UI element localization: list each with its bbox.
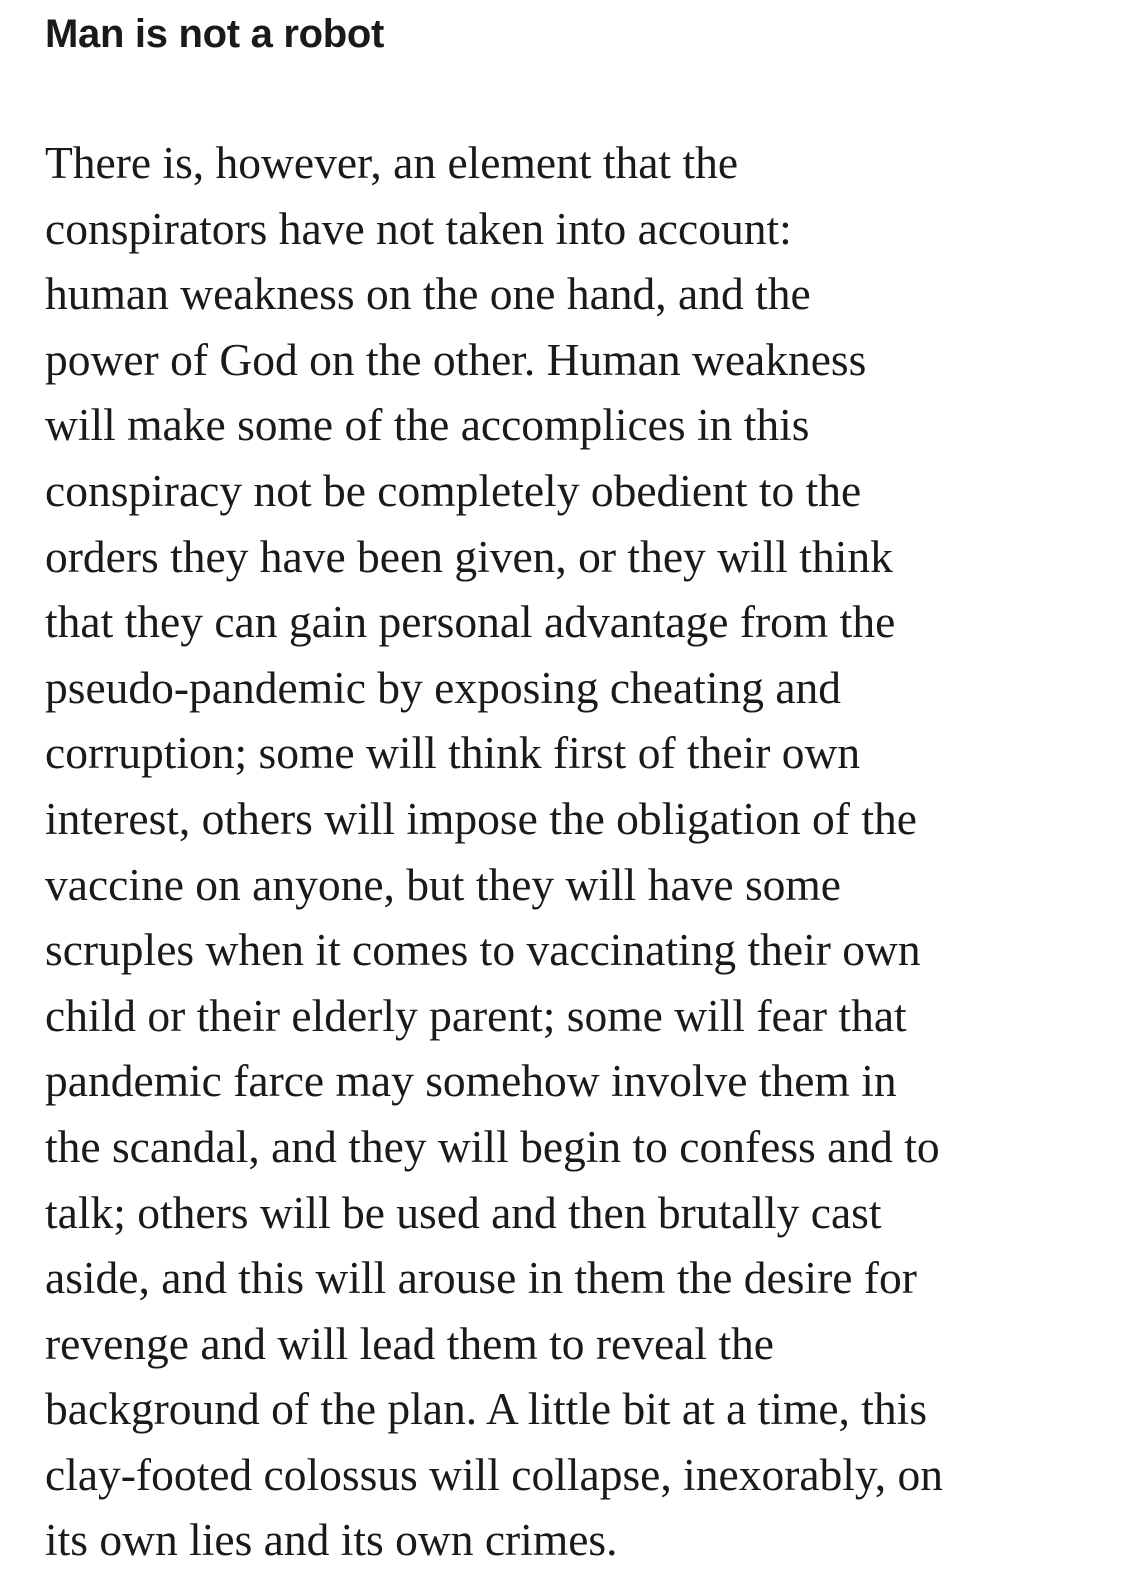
text-line: scruples when it comes to vaccinating their own xyxy=(45,924,921,976)
text-line: interest, others will impose the obligation of the xyxy=(45,792,917,844)
text-line: power of God on the other. Human weakness xyxy=(45,333,867,385)
text-line: human weakness on the one hand, and the xyxy=(45,268,811,320)
text-line: There is, however, an element that the xyxy=(45,137,739,188)
text-line: conspiracy not be completely obedient to the xyxy=(45,464,862,516)
text-line: background of the plan. A little bit at a time, this xyxy=(45,1383,928,1435)
article xyxy=(45,0,1105,1573)
text-line: pandemic farce may somehow involve them in xyxy=(45,1055,897,1107)
text-line: will make some of the accomplices in this xyxy=(45,399,810,451)
text-line: orders they have been given, or they will think xyxy=(45,530,893,582)
section-heading: Man is not a robot xyxy=(45,12,385,56)
text-line: vaccine on anyone, but they will have some xyxy=(45,858,842,910)
body-paragraph xyxy=(45,130,1105,1573)
text-line: its own lies and its own crimes. xyxy=(45,1514,618,1566)
text-line: pseudo-pandemic by exposing cheating and xyxy=(45,661,842,713)
text-line: child or their elderly parent; some will fear that xyxy=(45,989,907,1041)
text-line: clay-footed colossus will collapse, inexorably, on xyxy=(45,1448,943,1500)
text-line: talk; others will be used and then brutally cast xyxy=(45,1186,882,1238)
text-line: that they can gain personal advantage from the xyxy=(45,596,896,648)
text-line: aside, and this will arouse in them the desire for xyxy=(45,1252,917,1304)
text-line: corruption; some will think first of their own xyxy=(45,727,861,779)
text-line: conspirators have not taken into account: xyxy=(45,202,792,254)
text-line: the scandal, and they will begin to confess and to xyxy=(45,1120,940,1172)
text-line: revenge and will lead them to reveal the xyxy=(45,1317,774,1369)
